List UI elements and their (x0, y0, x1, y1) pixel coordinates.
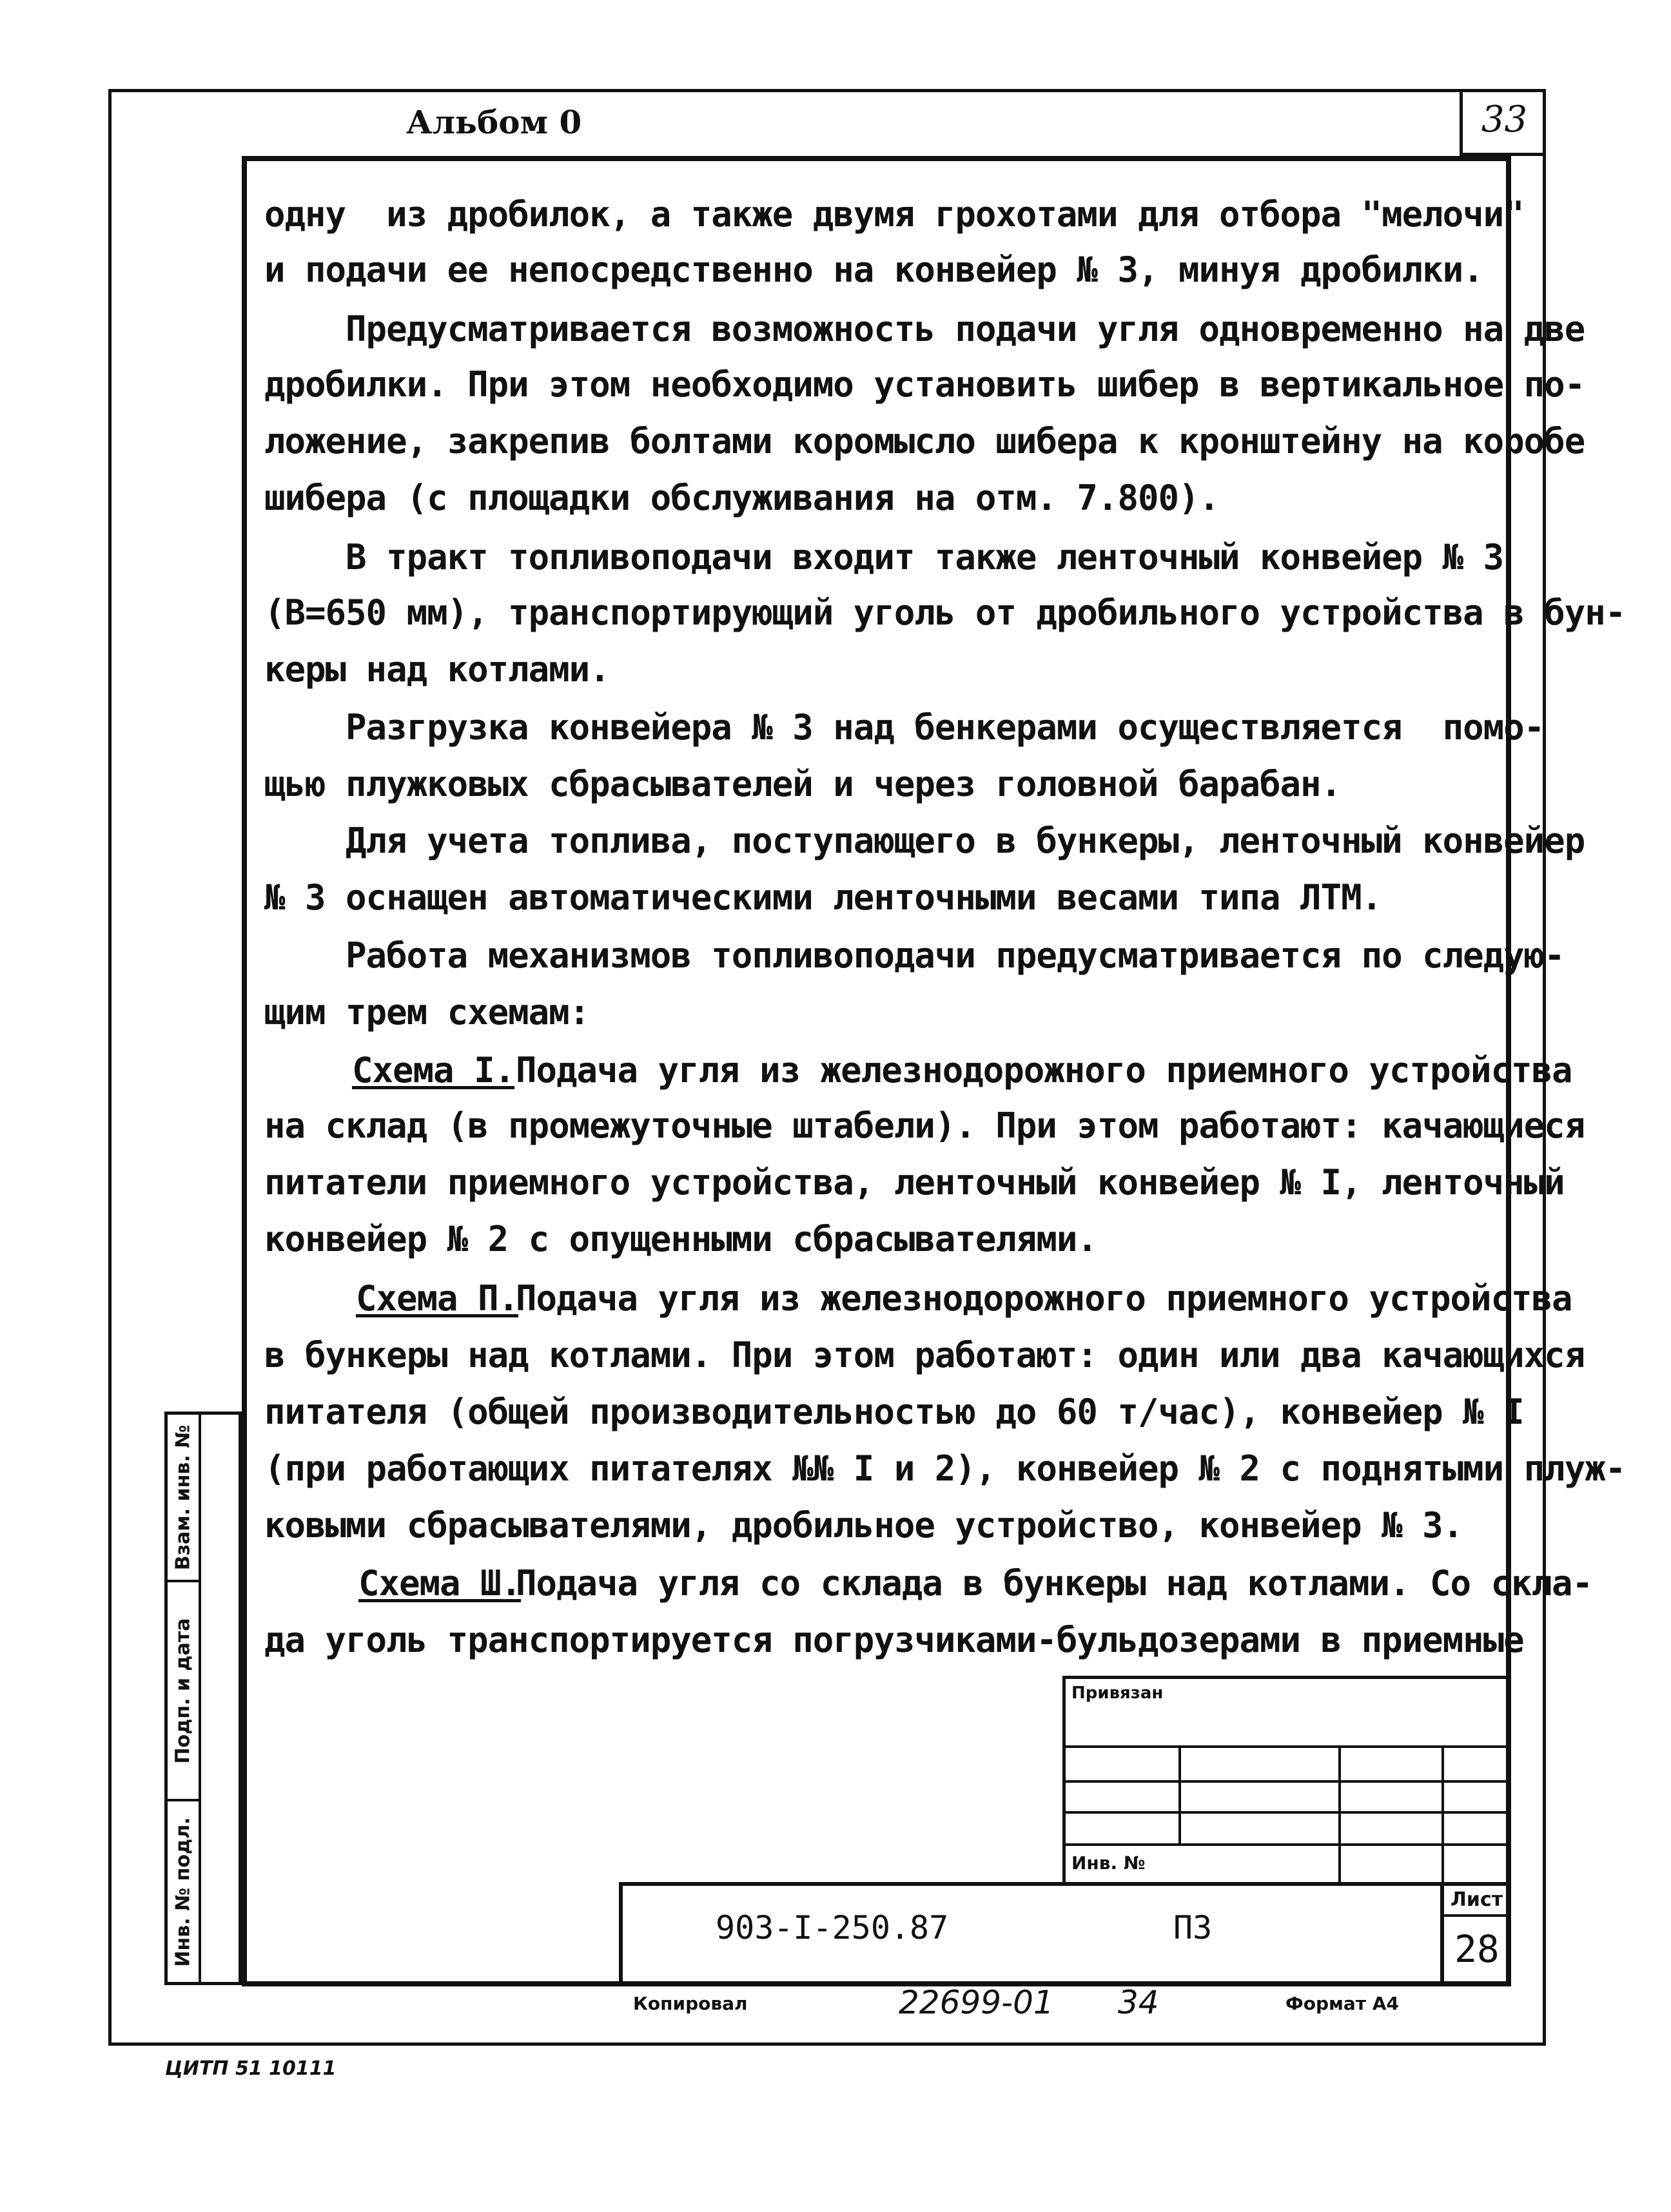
text-line: (В=650 мм), транспортирующий уголь от дробильного устройства в бун- (264, 592, 1626, 633)
tb-line (619, 1882, 1511, 1886)
text-line: шибера (с площадки обслуживания на отм. 7.800). (264, 478, 1220, 518)
tb-section: ПЗ (1173, 1909, 1213, 1946)
text-line: Подача угля из железнодорожного приемного устройства (516, 1050, 1572, 1091)
text-line: конвейер № 2 с опущенными сбрасывателями. (264, 1219, 1097, 1259)
text-line: питателя (общей производительностью до 60 т/час), конвейер № I (264, 1392, 1524, 1432)
text-line: ложение, закрепив болтами коромысло шибера к кронштейну на коробе (264, 421, 1585, 461)
text-line: ковыми сбрасывателями, дробильное устройство, конвейер № 3. (264, 1505, 1463, 1546)
text-line: Предусматривается возможность подачи угля одновременно на две (264, 309, 1585, 349)
text-line: щью плужковых сбрасывателей и через головной барабан. (264, 764, 1342, 804)
text-line: на склад (в промежуточные штабели). При этом работают: качающиеся (264, 1105, 1585, 1146)
footer-copied: Копировал (633, 1993, 748, 2014)
text-line: № 3 оснащен автоматическими ленточными весами типа ЛТМ. (264, 877, 1382, 918)
tb-line (1178, 1745, 1181, 1846)
scheme-label: Схема Ш. (358, 1563, 522, 1604)
text-line: керы над котлами. (264, 649, 610, 690)
text-line: Работа механизмов топливоподачи предусматривается по следую- (264, 935, 1565, 976)
tb-sheet-number: 28 (1454, 1927, 1500, 1971)
footer-format: Формат А4 (1285, 1993, 1399, 2014)
text-line: одну из дробилок, а также двумя грохотами для отбора "мелочи" (264, 194, 1524, 235)
text-line: и подачи ее непосредственно на конвейер № 3, минуя дробилки. (264, 249, 1483, 290)
stamp-inv-label: Инв. № подл. (171, 1816, 195, 1967)
tb-line (1440, 1914, 1511, 1917)
text-line: Разгрузка конвейера № 3 над бенкерами осуществляется помо- (264, 707, 1545, 748)
top-sheet-number: 33 (1460, 89, 1546, 156)
margin-stamp (164, 1412, 242, 1985)
stamp-vzam-label: Взам. инв. № (171, 1424, 195, 1570)
text-line: питатели приемного устройства, ленточный конвейер № I, ленточный (264, 1162, 1565, 1203)
tb-doc-code: 903-I-250.87 (716, 1909, 949, 1946)
stamp-podp-label: Подп. и дата (171, 1617, 195, 1764)
text-line: Для учета топлива, поступающего в бункеры, ленточный конвейер (264, 820, 1585, 861)
scheme-label: Схема I. (352, 1050, 515, 1091)
tb-line (1062, 1676, 1511, 1679)
tb-line (619, 1882, 623, 1986)
text-line: дробилки. При этом необходимо установить шибер в вертикальное по- (264, 364, 1585, 405)
tb-line (1338, 1745, 1341, 1885)
stamp-cell-inv (168, 1801, 201, 1982)
text-line: В тракт топливоподачи входит также ленточный конвейер № 3 (264, 537, 1504, 577)
text-line: Подача угля из железнодорожного приемного устройства (516, 1278, 1572, 1319)
scheme-label: Схема П. (356, 1278, 519, 1319)
text-line: да уголь транспортируется погрузчиками-бульдозерами в приемные (264, 1620, 1524, 1660)
text-line: (при работающих питателях №№ I и 2), конвейер № 2 с поднятыми плуж- (264, 1448, 1626, 1489)
album-label: Альбом 0 (406, 103, 582, 141)
text-line: в бункеры над котлами. При этом работают: один или два качающихся (264, 1335, 1585, 1375)
footer-copy-page: 34 (1118, 1984, 1159, 2021)
tb-inv-label: Инв. № (1071, 1852, 1146, 1874)
text-line: Подача угля со склада в бункеры над котлами. Со скла- (516, 1563, 1593, 1604)
tb-line (1440, 1882, 1444, 1986)
text-line: щим трем схемам: (264, 992, 590, 1033)
stamp-cell-podp (168, 1582, 201, 1801)
footer-order-number: 22699-01 (899, 1984, 1054, 2021)
tb-sheet-label: Лист (1451, 1888, 1503, 1911)
tb-privyazan-label: Привязан (1071, 1683, 1164, 1703)
tb-line (1441, 1745, 1444, 1885)
footer-printer: ЦИТП 51 10111 (165, 2057, 337, 2080)
stamp-cell-vzam (168, 1415, 201, 1582)
